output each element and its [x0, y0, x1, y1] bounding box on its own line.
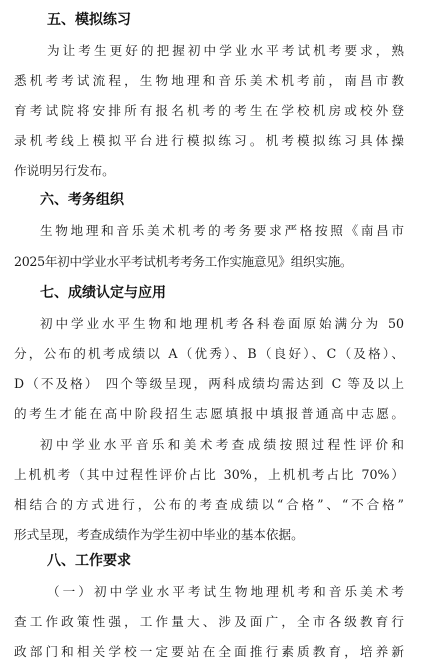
paragraph-line: 查工作政策性强，工作量大、涉及面广，全市各级教育行 — [14, 614, 404, 629]
paragraph-line: （一）初中学业水平考试生物地理机考和音乐美术考 — [47, 584, 404, 599]
section-heading-8: 八、工作要求 — [47, 553, 131, 569]
section-heading-7: 七、成绩认定与应用 — [40, 285, 166, 301]
paragraph-line: 悉机考考试流程，生物地理和音乐美术机考前，南昌市教 — [14, 73, 404, 88]
section-heading-6: 六、考务组织 — [40, 192, 124, 208]
paragraph-line: 上机机考（其中过程性评价占比 30%，上机机考占比 70%） — [14, 467, 404, 482]
paragraph-line: 的考生才能在高中阶段招生志愿填报中填报普通高中志愿。 — [14, 406, 404, 421]
paragraph-line: 作说明另行发布。 — [14, 163, 115, 178]
paragraph-line: 育考试院将安排所有报名机考的考生在学校机房或校外登 — [14, 103, 404, 118]
paragraph-line: 初中学业水平生物和地理机考各科卷面原始满分为 50 — [40, 316, 404, 331]
paragraph-line: 相结合的方式进行，公布的考查成绩以“合格”、“不合格” — [14, 497, 404, 512]
paragraph-line: 为让考生更好的把握初中学业水平考试机考要求，熟 — [47, 43, 404, 58]
paragraph-line: 形式呈现，考查成绩作为学生初中毕业的基本依据。 — [14, 527, 304, 542]
paragraph-line: 政部门和相关学校一定要站在全面推行素质教育，培养新 — [14, 644, 404, 659]
paragraph-line: 初中学业水平音乐和美术考查成绩按照过程性评价和 — [40, 437, 404, 452]
paragraph-line: 生物地理和音乐美术机考的考务要求严格按照《南昌市 — [40, 223, 404, 238]
paragraph-line: D（不及格） 四个等级呈现，两科成绩均需达到 C 等及以上 — [14, 376, 404, 391]
section-heading-5: 五、模拟练习 — [47, 12, 131, 28]
paragraph-line: 录机考线上模拟平台进行模拟练习。机考模拟练习具体操 — [14, 133, 404, 148]
paragraph-line: 2025年初中学业水平考试机考考务工作实施意见》组织实施。 — [14, 254, 353, 269]
paragraph-line: 分，公布的机考成绩以 A（优秀）、B（良好）、C（及格）、 — [14, 346, 404, 361]
